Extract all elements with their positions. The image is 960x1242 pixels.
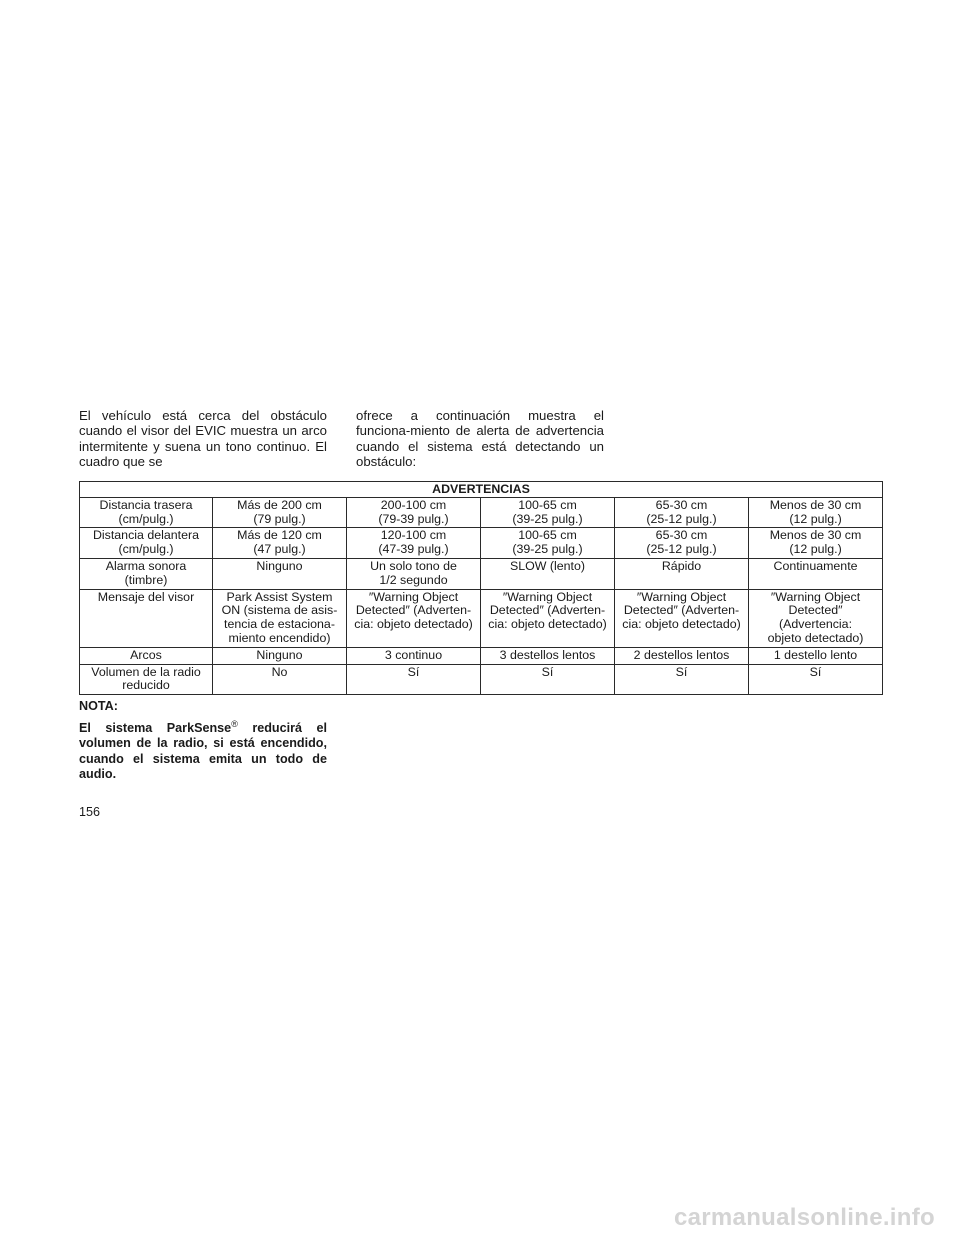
table-row — [80, 664, 883, 695]
table-title-row — [80, 482, 883, 498]
table-cell: 200-100 cm (79-39 pulg.) — [347, 497, 481, 528]
table-cell: 3 destellos lentos — [481, 647, 615, 664]
table-cell: ″Warning Object Detected″ (Adverten- cia: objeto detectado) — [615, 589, 749, 647]
table-cell: 2 destellos lentos — [615, 647, 749, 664]
table-cell: Un solo tono de 1/2 segundo — [347, 558, 481, 589]
table-cell: Park Assist System ON (sistema de asis- tencia de estaciona- miento encendido) — [213, 589, 347, 647]
row-label-cell: Mensaje del visor — [80, 589, 213, 647]
note-text-end: reducirá el volumen de la radio, si está encendido, cuando el sistema emita un todo de audio. — [79, 721, 327, 781]
table-row — [80, 528, 883, 559]
table-cell: 65-30 cm (25-12 pulg.) — [615, 528, 749, 559]
row-label-cell: Distancia delantera (cm/pulg.) — [80, 528, 213, 559]
table-cell: ″Warning Object Detected″ (Adverten- cia: objeto detectado) — [347, 589, 481, 647]
row-label-cell: Arcos — [80, 647, 213, 664]
table-cell: Sí — [749, 664, 883, 695]
row-label-cell: Distancia trasera (cm/pulg.) — [80, 497, 213, 528]
page-number: 156 — [79, 805, 101, 819]
table-cell: No — [213, 664, 347, 695]
table-cell: 1 destello lento — [749, 647, 883, 664]
watermark: carmanualsonline.info — [673, 1204, 935, 1231]
table-cell: ″Warning Object Detected″ (Advertencia: objeto detectado) — [749, 589, 883, 647]
table-cell: Sí — [347, 664, 481, 695]
registered-mark: ® — [231, 719, 238, 729]
table-cell: Continuamente — [749, 558, 883, 589]
table-cell: 100-65 cm (39-25 pulg.) — [481, 497, 615, 528]
table-cell: Rápido — [615, 558, 749, 589]
table-row — [80, 647, 883, 664]
row-label-cell: Volumen de la radio reducido — [80, 664, 213, 695]
table-row — [80, 558, 883, 589]
warnings-table — [79, 481, 883, 695]
note-text-start: El sistema ParkSense — [79, 721, 232, 736]
table-cell: 120-100 cm (47-39 pulg.) — [347, 528, 481, 559]
table-cell: Ninguno — [213, 647, 347, 664]
table-cell: 100-65 cm (39-25 pulg.) — [481, 528, 615, 559]
table-row — [80, 589, 883, 647]
table-cell: Menos de 30 cm (12 pulg.) — [749, 497, 883, 528]
table-cell: Menos de 30 cm (12 pulg.) — [749, 528, 883, 559]
note-label: NOTA: — [79, 699, 118, 713]
intro-paragraph-left: El vehículo está cerca del obstáculo cuando el visor del EVIC muestra un arco intermitente y suena un tono continuo. El cuadro que se — [79, 408, 327, 470]
note-text — [79, 717, 327, 782]
intro-paragraph-right: ofrece a continuación muestra el funciona-miento de alerta de advertencia cuando el sistema está detectando un obstáculo: — [356, 408, 604, 470]
table-cell: Ninguno — [213, 558, 347, 589]
table-cell: SLOW (lento) — [481, 558, 615, 589]
table-cell: ″Warning Object Detected″ (Adverten- cia: objeto detectado) — [481, 589, 615, 647]
table-cell: 3 continuo — [347, 647, 481, 664]
table-cell: Sí — [615, 664, 749, 695]
table-cell: Más de 200 cm (79 pulg.) — [213, 497, 347, 528]
table-title: ADVERTENCIAS — [80, 482, 883, 498]
table-row — [80, 497, 883, 528]
table-cell: Más de 120 cm (47 pulg.) — [213, 528, 347, 559]
table-cell: 65-30 cm (25-12 pulg.) — [615, 497, 749, 528]
row-label-cell: Alarma sonora (timbre) — [80, 558, 213, 589]
table-cell: Sí — [481, 664, 615, 695]
